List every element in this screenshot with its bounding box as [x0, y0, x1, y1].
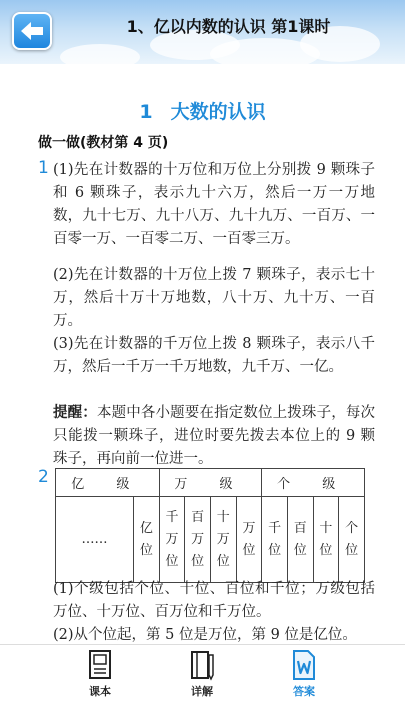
tip-label: 提醒：: [53, 405, 97, 421]
header-bar: [0, 0, 405, 64]
tab-label: 课本: [89, 685, 111, 698]
section-title: [0, 97, 405, 124]
question-number: 1: [38, 158, 49, 178]
book-icon: [87, 649, 113, 681]
tip-text: 本题中各小题要在指定数位上拨珠子，每次只能拨一颗珠子，进位时要先拨去本位上的 9 颗珠子，再向前一位进一。: [53, 405, 376, 467]
table-cell: [159, 497, 185, 583]
answer-paragraph: (3)先在计数器的千万位上拨 8 颗珠子，表示八千万，然后一千万一千万地数，九千万、一亿。: [53, 336, 375, 375]
place-value-table: [55, 468, 365, 583]
place-name: 千 万 位: [165, 509, 179, 569]
exercise-heading: 做一做(教材第 4 页): [38, 135, 169, 151]
tab-answers[interactable]: [264, 649, 344, 717]
tab-textbook[interactable]: [60, 649, 140, 717]
tab-explanation[interactable]: [162, 649, 242, 717]
page-title: 1、亿以内数的认识 第1课时: [126, 16, 331, 36]
table-cell: [339, 497, 365, 583]
content-area[interactable]: [0, 64, 405, 644]
place-name: 个 位: [345, 520, 359, 558]
tab-label: 详解: [191, 685, 213, 698]
place-name: 百 位: [293, 520, 307, 558]
table-cell: [262, 497, 288, 583]
table-group-header: 亿 级: [56, 469, 160, 497]
table-cell: [185, 497, 211, 583]
table-cell: [236, 497, 262, 583]
question-number: 2: [38, 467, 49, 487]
place-name: 十 万 位: [216, 509, 230, 569]
answer-paragraph: (1)先在计数器的十万位和万位上分别拨 9 颗珠子和 6 颗珠子，表示九十六万，然后一万一万地数，九十七万、九十八万、九十九万、一百万、一百零一万、一百零二万、一百零三万。: [53, 162, 375, 247]
back-arrow-icon: [19, 20, 45, 42]
answer-paragraph: (1)个级包括个位、十位、百位和千位；万级包括万位、十万位、百万位和千万位。: [53, 581, 375, 620]
section-number: 1: [139, 101, 153, 123]
word-document-icon: [290, 649, 318, 681]
bottom-tab-bar: [0, 644, 405, 721]
table-group-header: 万 级: [159, 469, 262, 497]
place-name: 百 万 位: [191, 509, 205, 569]
table-cell: [287, 497, 313, 583]
tab-label: 答案: [293, 685, 315, 698]
table-cell: [134, 497, 160, 583]
table-cell: [210, 497, 236, 583]
section-name: 大数的认识: [170, 101, 266, 123]
back-button[interactable]: [12, 12, 52, 50]
place-name: 千 位: [268, 520, 282, 558]
answer-paragraph: (2)从个位起，第 5 位是万位，第 9 位是亿位。: [53, 627, 357, 643]
place-name: 万 位: [242, 520, 256, 558]
table-group-header: 个 级: [262, 469, 365, 497]
tip-paragraph: [53, 402, 375, 471]
table-cell: [313, 497, 339, 583]
notebook-pencil-icon: [189, 649, 215, 681]
table-ellipsis: ……: [56, 497, 134, 583]
place-name: 亿 位: [139, 520, 153, 558]
answer-paragraph: (2)先在计数器的十万位上拨 7 颗珠子，表示七十万，然后十万十万地数，八十万、九十万、一百万。: [53, 267, 375, 329]
place-name: 十 位: [319, 520, 333, 558]
